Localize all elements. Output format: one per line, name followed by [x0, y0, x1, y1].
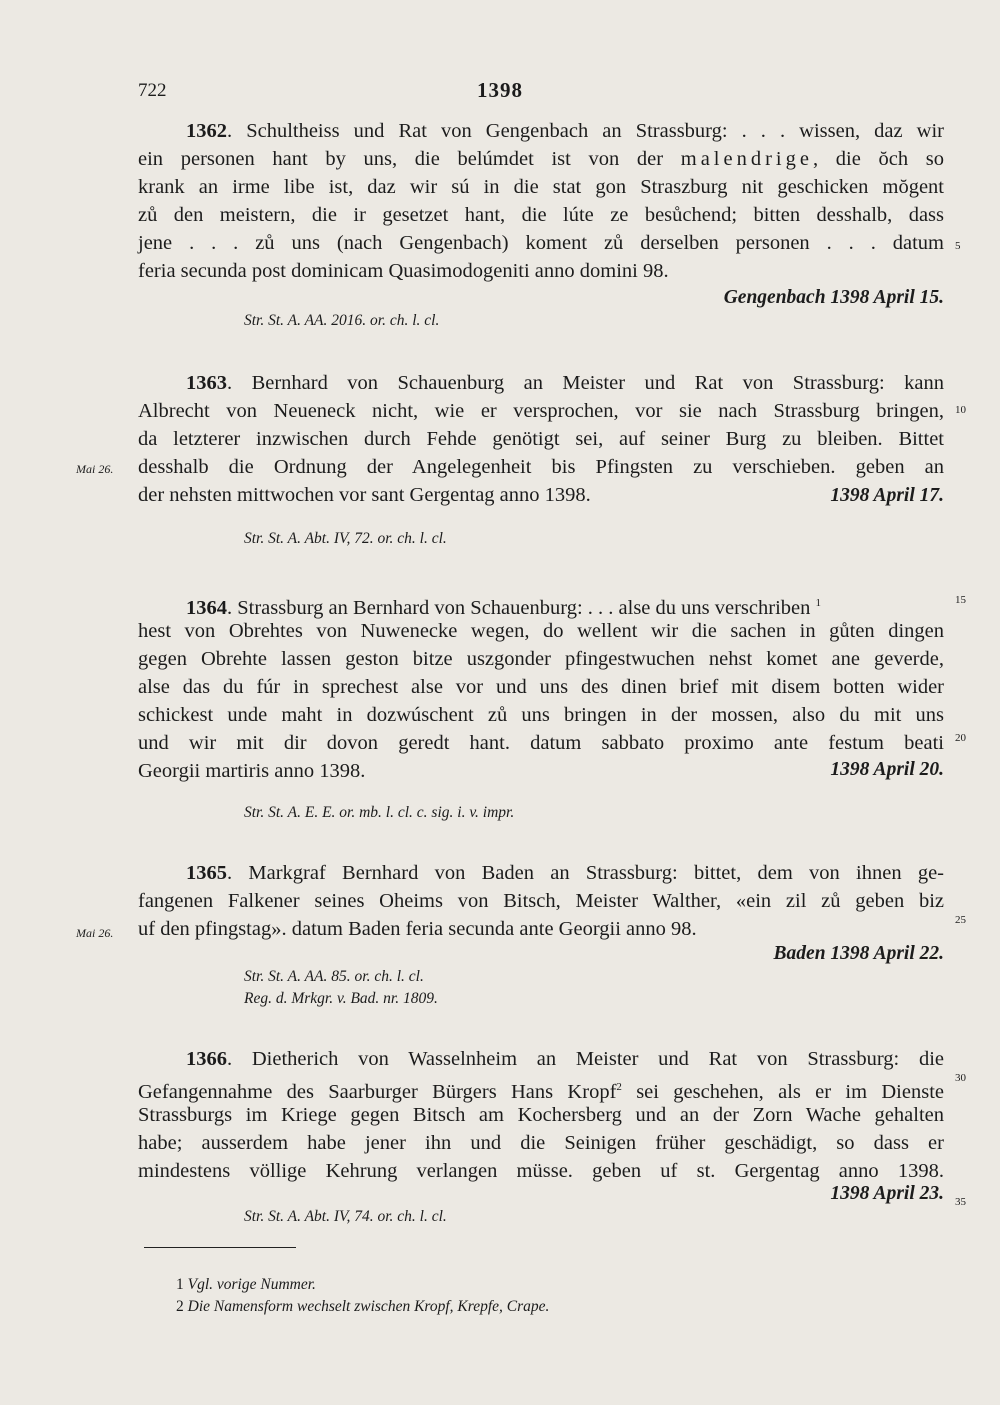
entry-number: 1365	[186, 862, 227, 884]
margin-note: Mai 26.	[76, 926, 114, 940]
page-number: 722	[138, 80, 167, 101]
entry-line: 1365. Markgraf Bernhard von Baden an Strassburg: bittet, dem von ihnen ge-	[186, 862, 944, 884]
footnote-divider	[144, 1247, 296, 1248]
footnote: 2 Die Namensform wechselt zwischen Kropf, Krepfe, Crape.	[176, 1298, 550, 1315]
entry-line: uf den pfingstag». datum Baden feria secunda ante Georgii anno 98.	[138, 918, 697, 940]
entry-line: Georgii martiris anno 1398.	[138, 760, 366, 782]
line-number-marker: 15	[955, 594, 966, 606]
entry-line: zů den meistern, die ir gesetzet hant, die lúte ze besůchend; bitten desshalb, dass	[138, 204, 944, 226]
entry-date: 1398 April 20.	[830, 759, 944, 780]
entry-date: 1398 April 23.	[830, 1183, 944, 1204]
entry-line: feria secunda post dominicam Quasimodogeniti anno domini 98.	[138, 260, 669, 282]
entry-number: 1363	[186, 372, 227, 394]
entry-line: 1363. Bernhard von Schauenburg an Meister und Rat von Strassburg: kann	[186, 372, 944, 394]
entry-line: 1364. Strassburg an Bernhard von Schauenburg: . . . alse du uns verschriben $^1$	[186, 596, 822, 619]
source-reference: Str. St. A. Abt. IV, 72. or. ch. l. cl.	[244, 530, 447, 547]
source-reference: Str. St. A. AA. 85. or. ch. l. cl.	[244, 968, 424, 985]
entry-line: Albrecht von Neueneck nicht, wie er versprochen, vor sie nach Strassburg bringen,	[138, 400, 944, 422]
entry-line: gegen Obrehte lassen geston bitze uszgonder pfingestwuchen nehst komet ane geverde,	[138, 648, 944, 670]
entry-line: alse das du fúr in sprechest alse vor und uns des dinen brief mit disem botten wider	[138, 676, 944, 698]
footnote: 1 Vgl. vorige Nummer.	[176, 1276, 316, 1293]
line-number-marker: 20	[955, 732, 966, 744]
entry-line: 1366. Dietherich von Wasselnheim an Meister und Rat von Strassburg: die	[186, 1048, 944, 1070]
entry-number: 1362	[186, 120, 227, 142]
entry-line: krank an irme libe ist, daz wir sú in die stat gon Straszburg nit geschicken mŏgent	[138, 176, 944, 198]
footnote-ref: 2	[616, 1081, 622, 1093]
source-reference: Reg. d. Mrkgr. v. Bad. nr. 1809.	[244, 990, 438, 1007]
entry-date: Baden 1398 April 22.	[773, 943, 944, 964]
line-number-marker: 30	[955, 1072, 966, 1084]
entry-line: schickest unde maht in dozwúschent zů uns bringen in der mossen, also du mit uns	[138, 704, 944, 726]
entry-line: da letzterer inzwischen durch Fehde genötigt sei, auf seiner Burg zu bleiben. Bittet	[138, 428, 944, 450]
line-number-marker: 35	[955, 1196, 966, 1208]
entry-number: 1366	[186, 1048, 227, 1070]
entry-line: Gefangennahme des Saarburger Bürgers Hans Kropf$^2$ sei geschehen, als er im Dienste	[138, 1080, 944, 1103]
line-number-marker: 10	[955, 404, 966, 416]
entry-line: desshalb die Ordnung der Angelegenheit bis Pfingsten zu verschieben. geben an	[138, 456, 944, 478]
footnote-mark: 2	[176, 1298, 184, 1315]
entry-line: Strassburgs im Kriege gegen Bitsch am Kochersberg und an der Zorn Wache gehalten	[138, 1104, 944, 1126]
source-reference: Str. St. A. Abt. IV, 74. or. ch. l. cl.	[244, 1208, 447, 1225]
entry-line: hest von Obrehtes von Nuwenecke wegen, do wellent wir die sachen in gůten dingen	[138, 620, 944, 642]
line-number-marker: 25	[955, 914, 966, 926]
entry-line: jene . . . zů uns (nach Gengenbach) koment zů derselben personen . . . datum	[138, 232, 944, 254]
running-head-year: 1398	[477, 78, 523, 102]
entry-date: Gengenbach 1398 April 15.	[723, 287, 944, 308]
entry-line: fangenen Falkener seines Oheims von Bitsch, Meister Walther, «ein zil zů geben biz	[138, 890, 944, 912]
entry-line: der nehsten mittwochen vor sant Gergentag anno 1398.	[138, 484, 591, 506]
entry-number: 1364	[186, 596, 227, 619]
entry-line: mindestens völlige Kehrung verlangen müsse. geben uf st. Gergentag anno 1398.	[138, 1160, 944, 1182]
footnote-mark: 1	[176, 1276, 184, 1293]
entry-line: habe; ausserdem habe jener ihn und die Seinigen früher geschädigt, so dass er	[138, 1132, 944, 1154]
spaced-word: malendrige	[680, 148, 813, 170]
footnote-ref: 1	[815, 597, 822, 609]
entry-date: 1398 April 17.	[830, 485, 944, 506]
entry-line: ein personen hant by uns, die belúmdet ist von der malendrige, die ŏch so	[138, 148, 944, 170]
entry-line: 1362. Schultheiss und Rat von Gengenbach an Strassburg: . . . wissen, daz wir	[186, 120, 944, 142]
margin-note: Mai 26.	[76, 462, 114, 476]
source-reference: Str. St. A. AA. 2016. or. ch. l. cl.	[244, 312, 440, 329]
line-number-marker: 5	[955, 240, 961, 252]
entry-line: und wir mit dir dovon geredt hant. datum sabbato proximo ante festum beati	[138, 732, 944, 754]
source-reference: Str. St. A. E. E. or. mb. l. cl. c. sig. i. v. impr.	[244, 804, 515, 821]
